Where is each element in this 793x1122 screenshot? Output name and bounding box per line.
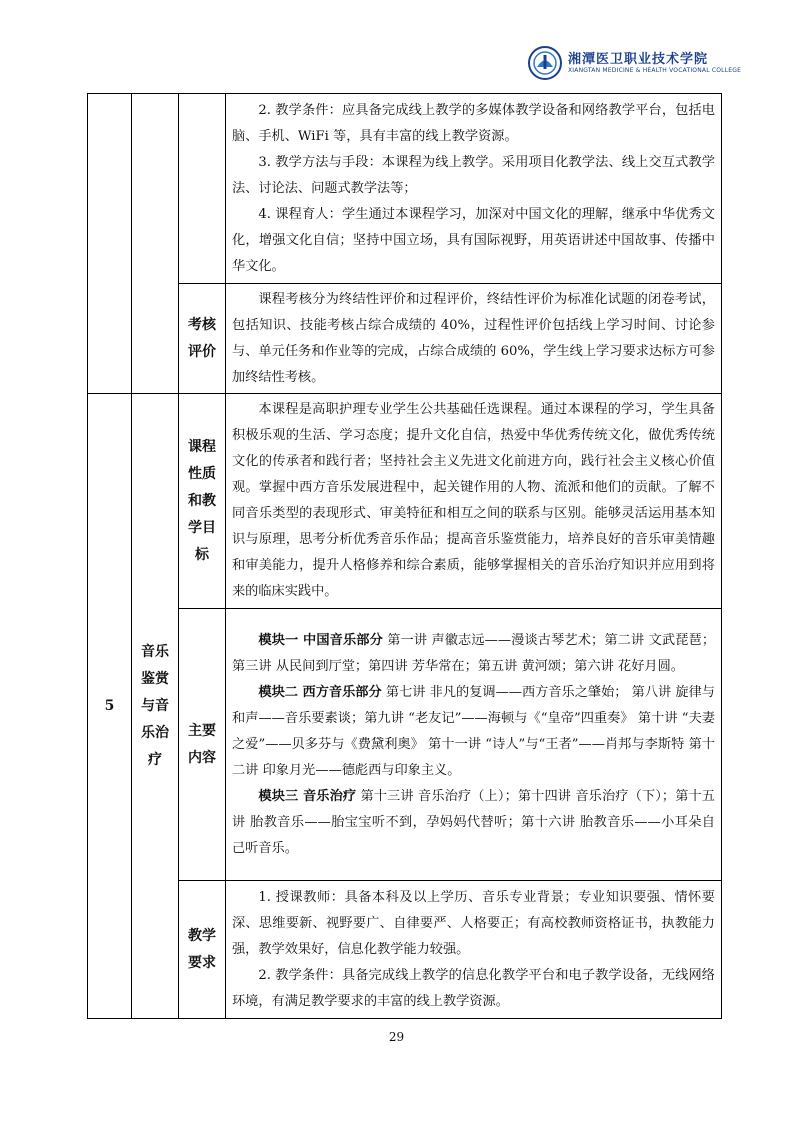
nature-text: 本课程是高职护理专业学生公共基础任选课程。通过本课程的学习，学生具备积极乐观的生活、学习态度；提升文化自信，热爱中华优秀传统文化，做优秀传统文化的传承者和践行者；坚持社会主义先进文化前进方向，践行社会主义核心价值观。掌握中西方音乐发展进程中，起关键作用的人物、流派和他们的贡献。了解不同音乐类型的表现形式、审美特征和相互之间的联系与区别。能够灵活运用基本知识与原理，思考分析优秀音乐作品；提高音乐鉴赏能力，培养良好的音乐审美情趣和审美能力，提升人格修养和综合素质，能够掌握相关的音乐治疗知识并应用到将来的临床实践中。 (232, 402, 715, 599)
prev-teaching-line: 4. 课程育人：学生通过本课程学习，加深对中国文化的理解，继承中华优秀文化，增强文化自信；坚持中国立场，具有国际视野，用英语讲述中国故事、传播中华文化。 (232, 206, 715, 274)
prev-label-cell (179, 94, 226, 284)
prev-teaching-content (226, 94, 722, 284)
course-table (87, 93, 722, 1019)
requirement-item: 2. 教学条件：具备完成线上教学的信息化教学平台和电子教学设备，无线网络环境，有满足教学要求的丰富的线上教学资源。 (232, 967, 715, 1009)
school-name-cn: 湘潭医卫职业技术学院 (568, 52, 709, 67)
nature-content (226, 394, 722, 609)
requirement-item: 1. 授课教师：具备本科及以上学历、音乐专业背景；专业知识要强、情怀要深、思维要新、视野要广、自律要严、人格要正；有高校教师资格证书，执教能力强，教学效果好，信息化教学能力较强。 (232, 889, 715, 957)
requirements-label: 教学 要求 (179, 881, 226, 1019)
course-number: 5 (88, 394, 132, 1019)
module-item: 模块三 音乐治疗 第十三讲 音乐治疗（上）；第十四讲 音乐治疗（下）；第十五讲 胎教音乐——胎宝宝听不到，孕妈妈代替听；第十六讲 胎教音乐——小耳朵自己听音乐。 (232, 788, 715, 856)
prev-number-cell (88, 94, 132, 394)
table-row (88, 94, 722, 284)
assessment-label: 考核 评价 (179, 284, 226, 394)
page-number: 29 (388, 1030, 405, 1044)
module-item: 模块二 西方音乐部分 第七讲 非凡的复调——西方音乐之肇始； 第八讲 旋律与和声——音乐要素谈；第九讲 “老友记”——海顿与《“皇帝”四重奏》 第十讲 “夫妻之爱”——贝多芬与《费黛利奥》 第十一讲 “诗人”与“王者”——肖邦与李斯特 第十二讲 印象月光——德彪西与印象主义。 (232, 684, 715, 778)
assessment-text: 课程考核分为终结性评价和过程评价，终结性评价为标准化试题的闭卷考试，包括知识、技能考核占综合成绩的 40%，过程性评价包括线上学习时间、讨论参与、单元任务和作业等的完成，占综合成绩的 60%，学生线上学习要求达标方可参加终结性考核。 (232, 291, 715, 385)
table-row (88, 394, 722, 609)
school-logo (528, 46, 742, 82)
course-name: 音乐 鉴赏 与音 乐治 疗 (132, 394, 179, 1019)
school-emblem-icon (528, 46, 562, 80)
school-name-en: XIANGTAN MEDICINE & HEALTH VOCATIONAL COLLEGE (568, 67, 742, 74)
nature-label: 课程 性质 和教 学目 标 (179, 394, 226, 609)
prev-name-cell (132, 94, 179, 394)
modules-content (226, 609, 722, 881)
table-row (88, 881, 722, 1019)
table-row (88, 284, 722, 394)
content-label: 主要 内容 (179, 609, 226, 881)
prev-teaching-line: 3. 教学方法与手段：本课程为线上教学。采用项目化教学法、线上交互式教学法、讨论法、问题式教学法等； (232, 154, 715, 196)
prev-teaching-line: 2. 教学条件：应具备完成线上教学的多媒体教学设备和网络教学平台，包括电脑、手机、WiFi 等，具有丰富的线上教学资源。 (232, 102, 715, 144)
module-item: 模块一 中国音乐部分 第一讲 声徽志远——漫谈古琴艺术；第二讲 文武琵琶；第三讲 从民间到厅堂；第四讲 芳华常在；第五讲 黄河颂；第六讲 花好月圆。 (232, 632, 716, 674)
assessment-content (226, 284, 722, 394)
requirements-content (226, 881, 722, 1019)
table-row (88, 609, 722, 881)
